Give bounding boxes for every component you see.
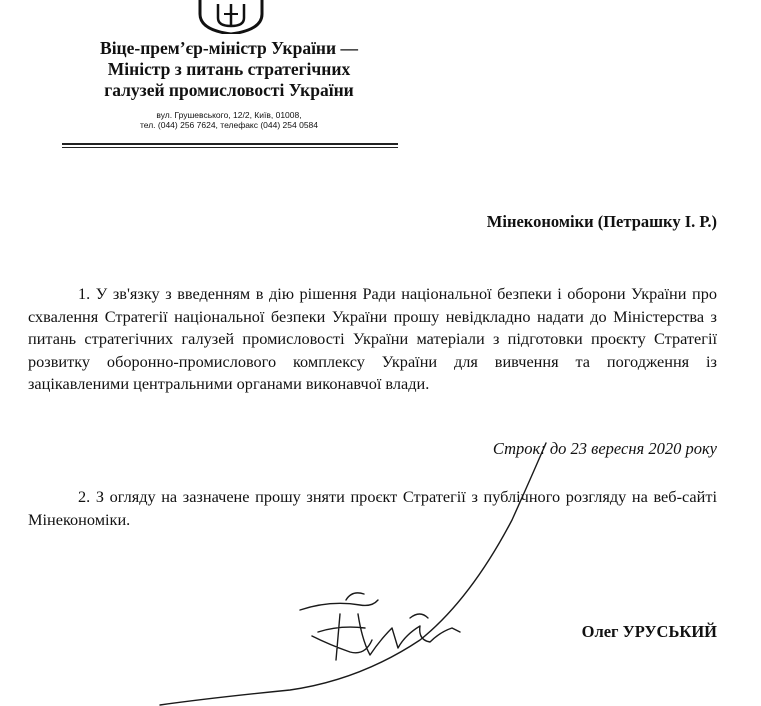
letterhead-divider-thin (62, 147, 398, 148)
trident-coat-of-arms-icon (196, 0, 266, 34)
signer-name: Олег УРУСЬКИЙ (581, 622, 717, 641)
address-line-1: вул. Грушевського, 12/2, Київ, 01008, (156, 110, 302, 120)
letterhead-divider-thick (62, 143, 398, 145)
recipient-line: Мінекономіки (Петрашку І. Р.) (486, 212, 717, 231)
paragraph-1: 1. У зв'язку з введенням в дію рішення Ради національної безпеки і оборони України про схвалення Стратегії національної безпеки України прошу невідкладно надати до Міністерства з питань стратегічних галузей промисловості України матеріали з підготовки проєкту Стратегії розвитку оборонно-промислового комплексу України для вивчення та погодження із зацікавленими центральними органами виконавчої влади. (28, 284, 717, 393)
address-line-2: тел. (044) 256 7624, телефакс (044) 254 0584 (139, 120, 319, 130)
letterhead-title-line-1: Віце-прем’єр-міністр України — (100, 38, 358, 58)
letterhead-title-line-3: галузей промисловості України (104, 80, 354, 100)
letterhead-title-line-2: Міністр з питань стратегічних (107, 59, 351, 79)
paragraph-2: 2. З огляду на зазначене прошу зняти проєкт Стратегії з публічного розгляду на веб-сайті Мінекономіки. (28, 487, 717, 529)
deadline-line: Строк: до 23 вересня 2020 року (492, 439, 717, 458)
letterhead (60, 38, 398, 130)
letterhead-address (60, 110, 398, 130)
